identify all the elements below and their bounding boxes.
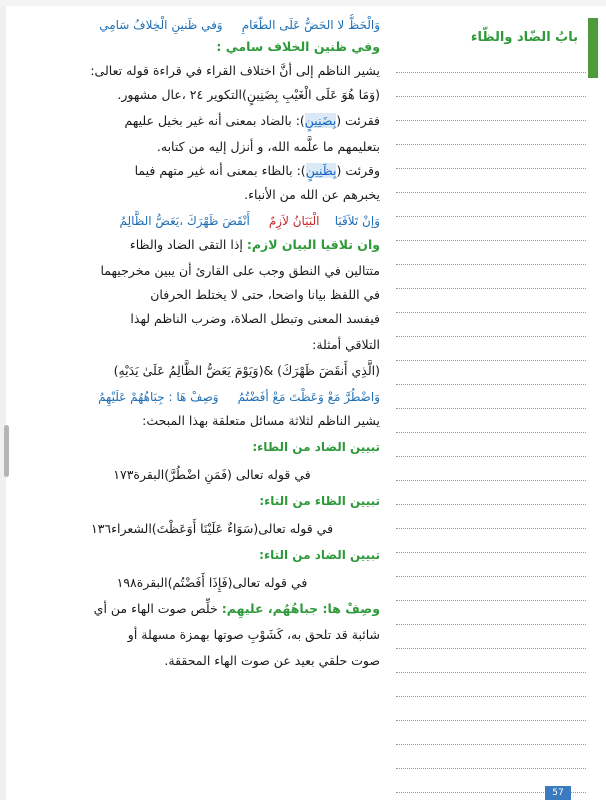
scrollbar-handle[interactable] <box>4 425 9 477</box>
note-line <box>396 528 586 529</box>
note-line <box>396 744 586 745</box>
sub-heading: تبيين الضاد من الطاء: <box>252 440 380 454</box>
inline-heading: وان تلاقيا البيان لازم: <box>246 237 380 252</box>
paragraph-line: (وَمَا هُوَ عَلَى الْغَيْبِ بِضَنِينٍ)التكوير ٢٤ ،عال مشهور. <box>117 87 380 102</box>
verse-hemistich: وَاضْطُرَّ مَعْ وَعَظْتَ مَعْ أفَضْتُمُ <box>237 390 380 404</box>
note-line <box>396 120 586 121</box>
note-line <box>396 192 586 193</box>
paragraph-line: يخبرهم عن الله من الأنباء. <box>244 187 380 202</box>
paragraph-line: في اللفظ بيانا واضحا، حتى لا يختلط الحرفان <box>150 287 380 302</box>
verse-hemistich: أَنْقَضَ ظَهْرَكَ ،يَعَضُّ الظَّالِمُ <box>119 214 250 228</box>
note-line <box>396 624 586 625</box>
page-number: 57 <box>545 786 571 800</box>
note-line <box>396 576 586 577</box>
note-line <box>396 288 586 289</box>
paragraph-line <box>44 598 380 620</box>
paragraph-line: يشير الناظم لثلاثة مسائل متعلقة بهذا المبحث: <box>142 413 380 428</box>
verse-hemistich: وَفي ظَنينِ الْخِلافُ سَامِي <box>99 18 223 32</box>
note-line <box>396 600 586 601</box>
note-line <box>396 552 586 553</box>
poem-verse-1 <box>44 14 380 36</box>
note-line <box>396 360 586 361</box>
paragraph-line: فيفسد المعنى وتبطل الصلاة، وضرب الناظم لهذا <box>130 311 380 326</box>
paragraph-line: صوت حلقي بعيد عن صوت الهاء المحققة. <box>164 653 380 668</box>
note-line <box>396 456 586 457</box>
note-line <box>396 432 586 433</box>
text-fragment: خلِّص صوت الهاء من أي <box>93 601 222 616</box>
paragraph-line: شائبة قد تلحق به، كَشَوْبِ صوتها بهمزة مسهلة أو <box>127 627 380 642</box>
paragraph-line: يشير الناظم إلى أنَّ اختلاف القراء في قراءة قوله تعالى: <box>90 63 380 78</box>
note-line <box>396 768 586 769</box>
note-line <box>396 504 586 505</box>
book-page <box>18 10 598 800</box>
note-line <box>396 168 586 169</box>
sub-heading: تبيين الظاء من التاء: <box>259 494 380 508</box>
example-line: في قوله تعالى (فَمَنِ اضْطُرَّ)البقرة١٧٣ <box>113 467 311 482</box>
highlighted-word: بِضَنِينٍ <box>304 113 337 128</box>
note-line <box>396 72 586 73</box>
note-line <box>396 720 586 721</box>
note-line <box>396 408 586 409</box>
text-fragment: إذا التقى الضاد والظاء <box>129 237 247 252</box>
example-line: في قوله تعالى(سَوَاءٌ عَلَيْنَا أَوَعَظْتَ)الشعراء١٣٦ <box>90 521 334 536</box>
paragraph-line: (الَّذِي أَنقَضَ ظَهْرَكَ) &(وَيَوْمَ يَعَضُّ الظَّالِمُ عَلَىٰ يَدَيْهِ) <box>113 363 380 378</box>
paragraph-line <box>44 160 380 182</box>
text-fragment: فقرئت ( <box>336 113 380 128</box>
text-fragment: وقرئت ( <box>336 163 380 178</box>
left-edge-strip <box>0 0 6 800</box>
poem-verse-2 <box>44 210 380 232</box>
verse-hemistich: وَصِفْ هَا : جِبَاهُهُمْ عَلَيْهِمُ <box>98 390 219 404</box>
paragraph-line: التلاقي أمثلة: <box>312 337 380 352</box>
note-line <box>396 264 586 265</box>
note-line <box>396 312 586 313</box>
text-fragment: ): بالظاء بمعنى أنه غير متهم فيما <box>134 163 306 178</box>
highlighted-word: بِظَنِينٍ <box>305 163 337 178</box>
example-line: في قوله تعالى(فَإِذَا أَفَضْتُم)البقرة١٩٨ <box>116 575 308 590</box>
verse-word: وَإنْ تَلاَقَيَا <box>334 214 380 228</box>
note-line <box>396 384 586 385</box>
note-line <box>396 144 586 145</box>
verse-hemistich: وَالْحَظُّ لا الحَضُّ عَلَى الطّعَامِ <box>241 18 380 32</box>
note-line <box>396 96 586 97</box>
text-fragment: ): بالضاد بمعنى أنه غير بخيل عليهم <box>124 113 305 128</box>
paragraph-line: بتعليمهم ما علَّمه الله، و أنزل إليه من كتابه. <box>156 139 380 154</box>
chapter-title: بابُ الضّاد والظّاء <box>470 30 578 45</box>
green-edge-tab <box>588 18 598 78</box>
paragraph-line <box>44 110 380 132</box>
inline-heading: وصِفْ ها: جباهُهُم، عليهِم: <box>221 601 380 616</box>
note-line <box>396 336 586 337</box>
note-line <box>396 648 586 649</box>
note-line <box>396 696 586 697</box>
sub-heading: تبيين الضاد من التاء: <box>259 548 380 562</box>
note-line <box>396 672 586 673</box>
verse-word: الْبَيَانُ لاَزِمٌ <box>268 214 320 228</box>
note-line <box>396 240 586 241</box>
poem-verse-3 <box>44 386 380 408</box>
note-line <box>396 216 586 217</box>
note-line <box>396 480 586 481</box>
paragraph-line <box>44 234 380 256</box>
section-heading: وفي ظنين الخلاف سامي : <box>216 39 380 54</box>
top-edge-strip <box>0 0 606 6</box>
paragraph-line: متتالين في النطق وجب على القارئ أن يبين مخرجيهما <box>100 263 380 278</box>
